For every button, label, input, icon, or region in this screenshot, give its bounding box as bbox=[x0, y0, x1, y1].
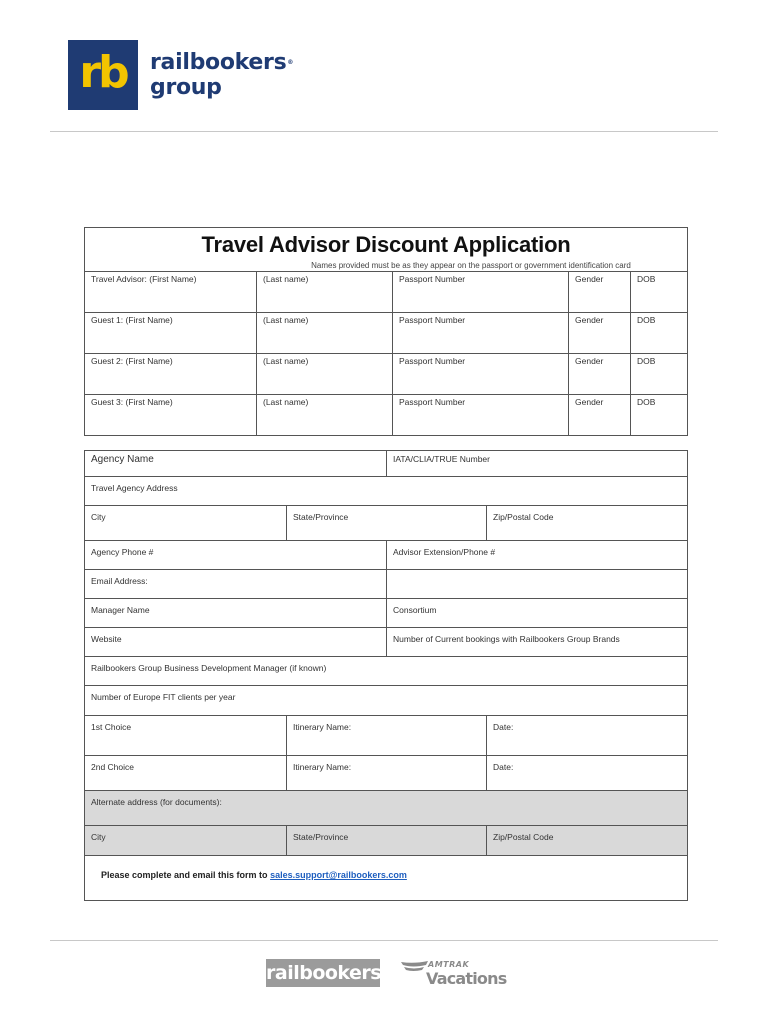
alt-zip-field[interactable]: Zip/Postal Code bbox=[486, 826, 687, 855]
website-row bbox=[85, 628, 687, 657]
gender-field[interactable]: Gender bbox=[568, 313, 630, 353]
choice-1-row bbox=[85, 716, 687, 756]
city-row bbox=[85, 506, 687, 541]
alternate-address-row bbox=[85, 791, 687, 826]
website-field[interactable]: Website bbox=[91, 634, 122, 644]
agency-phone-field[interactable]: Agency Phone # bbox=[91, 547, 154, 557]
passport-field[interactable]: Passport Number bbox=[392, 395, 568, 435]
date-field[interactable]: Date: bbox=[486, 716, 687, 755]
logo-wordmark bbox=[150, 50, 293, 100]
traveler-row bbox=[85, 271, 687, 312]
agency-table bbox=[84, 450, 688, 901]
manager-row bbox=[85, 599, 687, 628]
itinerary-name-field[interactable]: Itinerary Name: bbox=[286, 716, 486, 755]
alt-city-field[interactable]: City bbox=[91, 832, 106, 842]
agency-name-row bbox=[85, 451, 687, 477]
zip-field[interactable]: Zip/Postal Code bbox=[486, 506, 687, 540]
last-name-field[interactable]: (Last name) bbox=[256, 395, 392, 435]
rb-logo-letters: rb bbox=[79, 47, 127, 98]
second-choice-field[interactable]: 2nd Choice bbox=[91, 762, 135, 772]
rb-logo-mark bbox=[68, 40, 138, 110]
bdm-field[interactable]: Railbookers Group Business Development Manager (if known) bbox=[91, 663, 327, 673]
form-title: Travel Advisor Discount Application bbox=[201, 232, 571, 257]
form-subtitle: Names provided must be as they appear on the passport or government identification card bbox=[311, 261, 631, 270]
itinerary-name-field[interactable]: Itinerary Name: bbox=[286, 756, 486, 790]
alternate-address-field[interactable]: Alternate address (for documents): bbox=[91, 797, 222, 807]
passport-field[interactable]: Passport Number bbox=[392, 272, 568, 312]
amtrak-label: AMTRAK bbox=[428, 960, 470, 969]
first-name-field[interactable]: Guest 2: (First Name) bbox=[91, 356, 173, 366]
last-name-field[interactable]: (Last name) bbox=[256, 313, 392, 353]
email-field[interactable]: Email Address: bbox=[91, 576, 148, 586]
state-field[interactable]: State/Province bbox=[286, 506, 486, 540]
advisor-extension-field[interactable]: Advisor Extension/Phone # bbox=[386, 541, 687, 569]
submission-note-text: Please complete and email this form to bbox=[101, 870, 268, 880]
bdm-row bbox=[85, 657, 687, 686]
logo-trademark: ® bbox=[287, 59, 294, 66]
railbookers-group-logo bbox=[68, 40, 293, 110]
fit-clients-row bbox=[85, 686, 687, 716]
dob-field[interactable]: DOB bbox=[630, 272, 687, 312]
gender-field[interactable]: Gender bbox=[568, 395, 630, 435]
amtrak-vacations-logo bbox=[400, 960, 507, 990]
last-name-field[interactable]: (Last name) bbox=[256, 354, 392, 394]
first-name-field[interactable]: Travel Advisor: (First Name) bbox=[91, 274, 197, 284]
alt-state-field[interactable]: State/Province bbox=[286, 826, 486, 855]
iata-number-field[interactable]: IATA/CLIA/TRUE Number bbox=[386, 451, 687, 476]
header-divider bbox=[50, 131, 718, 132]
email-extra-field[interactable] bbox=[386, 570, 687, 598]
dob-field[interactable]: DOB bbox=[630, 395, 687, 435]
traveler-table bbox=[84, 227, 688, 436]
last-name-field[interactable]: (Last name) bbox=[256, 272, 392, 312]
agency-address-field[interactable]: Travel Agency Address bbox=[91, 483, 178, 493]
first-name-field[interactable]: Guest 3: (First Name) bbox=[91, 397, 173, 407]
logo-line-2: group bbox=[150, 75, 222, 100]
traveler-row bbox=[85, 353, 687, 394]
railbookers-footer-logo: railbookers bbox=[266, 959, 380, 987]
date-field[interactable]: Date: bbox=[486, 756, 687, 790]
first-choice-field[interactable]: 1st Choice bbox=[91, 722, 132, 732]
logo-line-1: railbookers bbox=[150, 50, 287, 75]
first-name-field[interactable]: Guest 1: (First Name) bbox=[91, 315, 173, 325]
address-row bbox=[85, 477, 687, 506]
passport-field[interactable]: Passport Number bbox=[392, 313, 568, 353]
dob-field[interactable]: DOB bbox=[630, 354, 687, 394]
choice-2-row bbox=[85, 756, 687, 791]
email-row bbox=[85, 570, 687, 599]
vacations-label: Vacations bbox=[426, 969, 507, 988]
manager-name-field[interactable]: Manager Name bbox=[91, 605, 150, 615]
phone-row bbox=[85, 541, 687, 570]
gender-field[interactable]: Gender bbox=[568, 354, 630, 394]
current-bookings-field[interactable]: Number of Current bookings with Railbookers Group Brands bbox=[386, 628, 687, 656]
submission-note-row bbox=[85, 856, 687, 901]
agency-name-field[interactable]: Agency Name bbox=[91, 454, 154, 465]
alternate-city-row bbox=[85, 826, 687, 856]
traveler-row bbox=[85, 394, 687, 435]
gender-field[interactable]: Gender bbox=[568, 272, 630, 312]
sales-support-email-link[interactable]: sales.support@railbookers.com bbox=[270, 870, 407, 880]
consortium-field[interactable]: Consortium bbox=[386, 599, 687, 627]
city-field[interactable]: City bbox=[91, 512, 106, 522]
fit-clients-field[interactable]: Number of Europe FIT clients per year bbox=[91, 692, 236, 702]
submission-note bbox=[85, 856, 687, 894]
passport-field[interactable]: Passport Number bbox=[392, 354, 568, 394]
dob-field[interactable]: DOB bbox=[630, 313, 687, 353]
traveler-row bbox=[85, 312, 687, 353]
footer-divider bbox=[50, 940, 718, 941]
